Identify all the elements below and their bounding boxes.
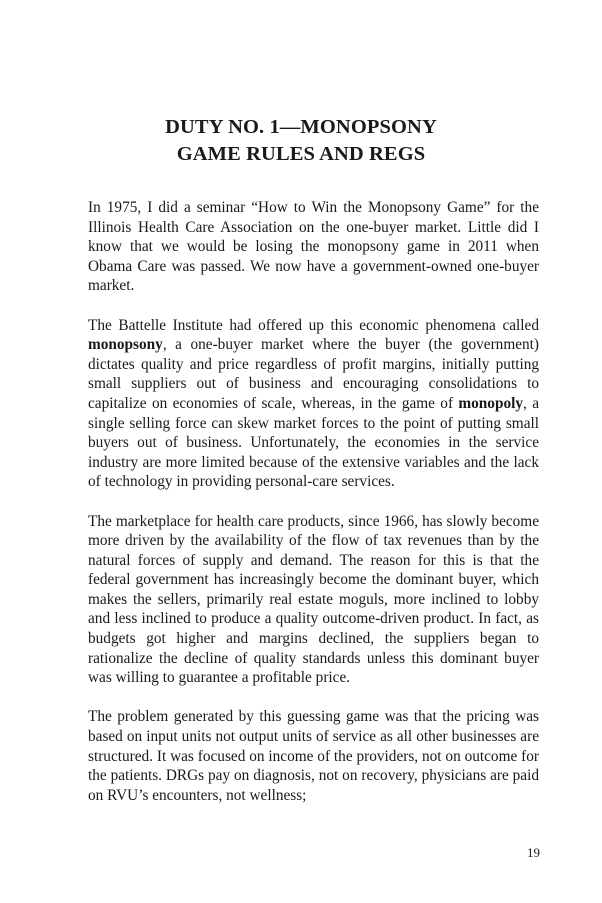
term-monopoly: monopoly <box>458 394 524 412</box>
chapter-title-line-1: DUTY NO. 1—MONOPSONY <box>165 116 437 138</box>
paragraph-2-text-b: , a one-buyer market where the buyer (the government) dictates quality and price regardless of profit margins, initially putting small suppliers out of business and encouraging consolidations to capitalize on economies of scale, whereas, in the game of <box>88 336 539 412</box>
paragraph-1: In 1975, I did a seminar “How to Win the Monopsony Game” for the Illinois Health Care Association on the one-buyer market. Little did I know that we would be losing the monopsony game in 2011 when Obama Care was passed. We now have a government-owned one-buyer market. <box>88 199 539 295</box>
paragraph-2 <box>88 316 539 492</box>
term-monopsony: monopsony <box>88 336 163 354</box>
chapter-title <box>60 114 542 168</box>
paragraph-4: The problem generated by this guessing game was that the pricing was based on input units not output units of service as all other businesses are structured. It was focused on income of the providers, not on outcome for the patients. DRGs pay on diagnosis, not on recovery, physicians are paid on RVU’s encounters, not wellness; <box>88 708 539 804</box>
page-number: 19 <box>527 845 540 860</box>
paragraph-2-text-a: The Battelle Institute had offered up this economic phenomena called <box>88 316 539 334</box>
paragraph-3: The marketplace for health care products, since 1966, has slowly become more driven by the availability of the flow of tax revenues than by the natural forces of supply and demand. The reason for this is that the federal government has increasingly become the dominant buyer, which makes the sellers, primarily real estate moguls, more inclined to lobby and less inclined to produce a quality outcome-driven product. In fact, as budgets got higher and margins declined, the suppliers began to rationalize the decline of quality standards unless this dominant buyer was willing to guarantee a profitable price. <box>88 512 539 687</box>
chapter-title-line-2: GAME RULES AND REGS <box>176 143 426 165</box>
paragraph-2-text-c: , a single selling force can skew market forces to the point of putting small buyers out of business. Unfortunately, the economies in the service industry are more limited because of the extensive variables and the lack of technology in providing personal-care services. <box>88 394 539 491</box>
chapter-body <box>88 198 539 825</box>
